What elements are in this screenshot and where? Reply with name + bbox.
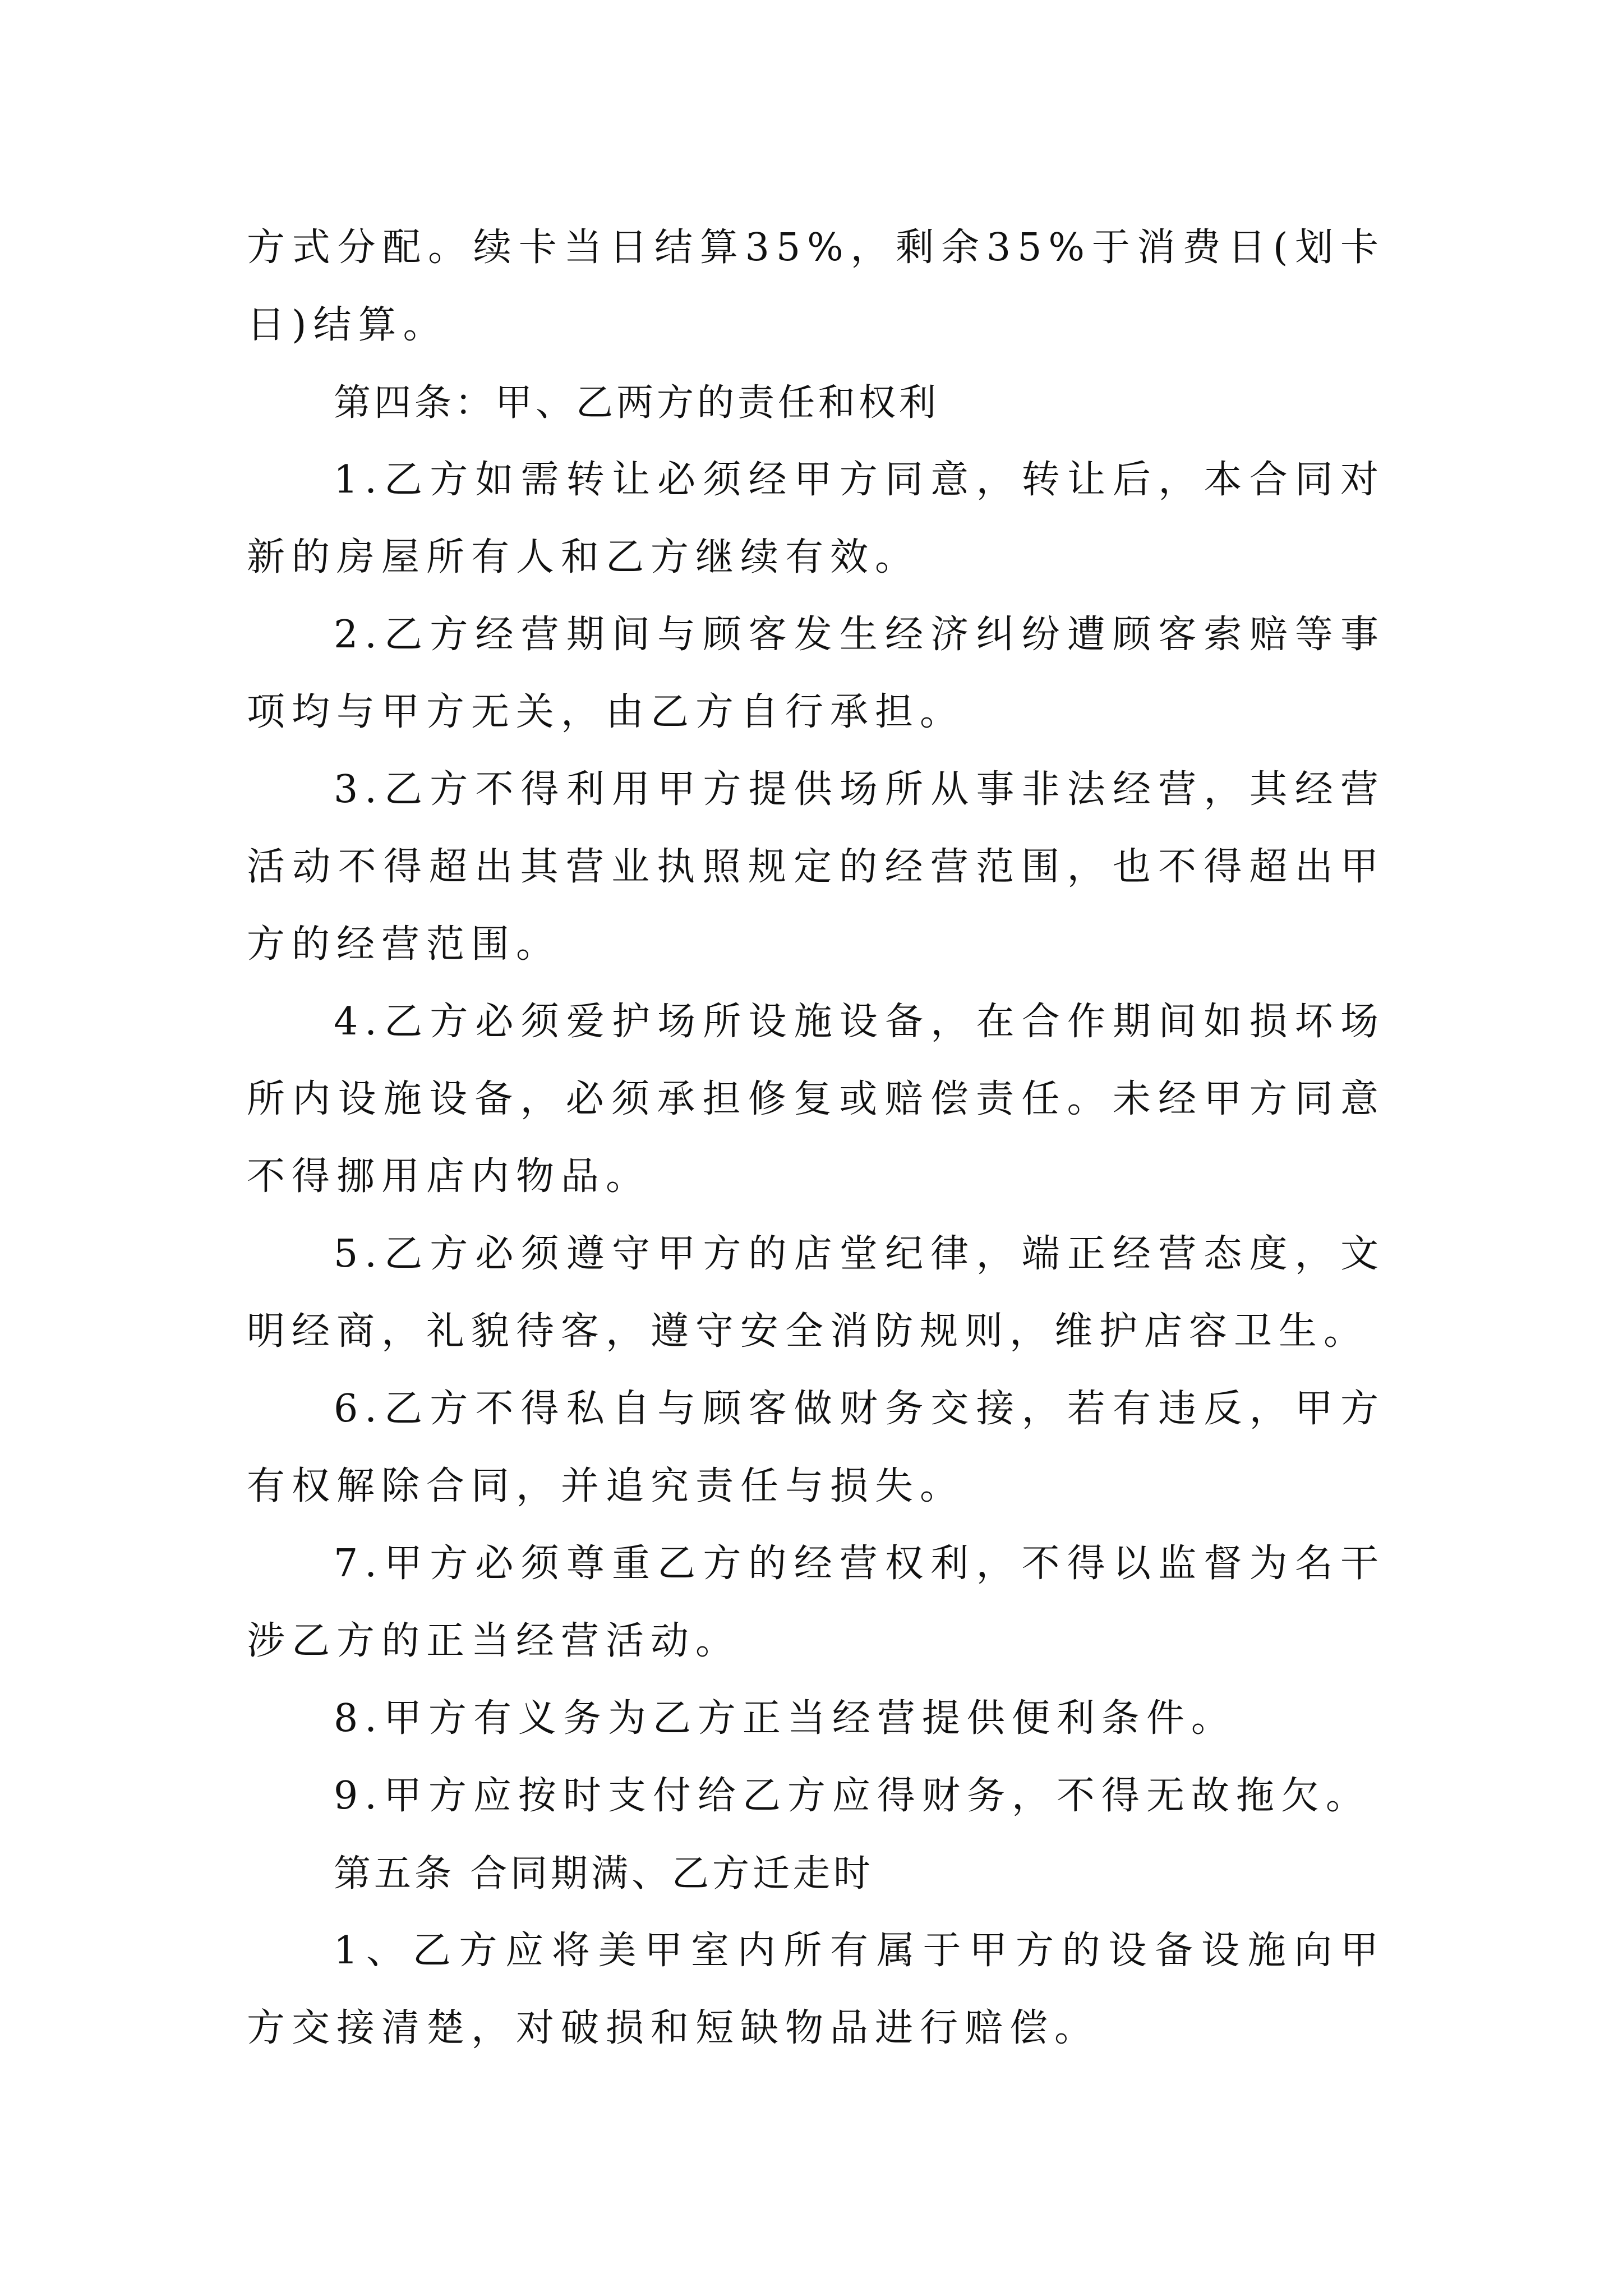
paragraph-continuation: 方式分配。续卡当日结算35%，剩余35%于消费日(划卡日)结算。 (247, 226, 1385, 347)
clause-item-7: 7.甲方必须尊重乙方的经营权利，不得以监督为名干涉乙方的正当经营活动。 (247, 1542, 1385, 1663)
section-heading-article-5: 第五条 合同期满、乙方迁走时 (334, 1852, 874, 1895)
clause-item-9: 9.甲方应按时支付给乙方应得财务，不得无故拖欠。 (334, 1774, 1371, 1818)
section-heading-article-4: 第四条：甲、乙两方的责任和权利 (334, 381, 939, 424)
clause-item-5: 5.乙方必须遵守甲方的店堂纪律，端正经营态度，文明经商，礼貌待客，遵守安全消防规则，维护店容卫生。 (247, 1232, 1385, 1354)
clause-item-5-1: 1、乙方应将美甲室内所有属于甲方的设备设施向甲方交接清楚，对破损和短缺物品进行赔偿。 (247, 1929, 1385, 2050)
clause-item-1: 1.乙方如需转让必须经甲方同意，转让后，本合同对新的房屋所有人和乙方继续有效。 (247, 458, 1385, 579)
clause-item-8: 8.甲方有义务为乙方正当经营提供便利条件。 (334, 1696, 1236, 1741)
clause-item-3: 3.乙方不得利用甲方提供场所从事非法经营，其经营活动不得超出其营业执照规定的经营范围，也不得超出甲方的经营范围。 (247, 767, 1385, 967)
clause-item-2: 2.乙方经营期间与顾客发生经济纠纷遭顾客索赔等事项均与甲方无关，由乙方自行承担。 (247, 613, 1385, 734)
clause-item-6: 6.乙方不得私自与顾客做财务交接，若有违反，甲方有权解除合同，并追究责任与损失。 (247, 1387, 1385, 1508)
document-body (247, 209, 1385, 2067)
clause-item-4: 4.乙方必须爱护场所设施设备，在合作期间如损坏场所内设施设备，必须承担修复或赔偿责任。未经甲方同意不得挪用店内物品。 (247, 1000, 1385, 1199)
